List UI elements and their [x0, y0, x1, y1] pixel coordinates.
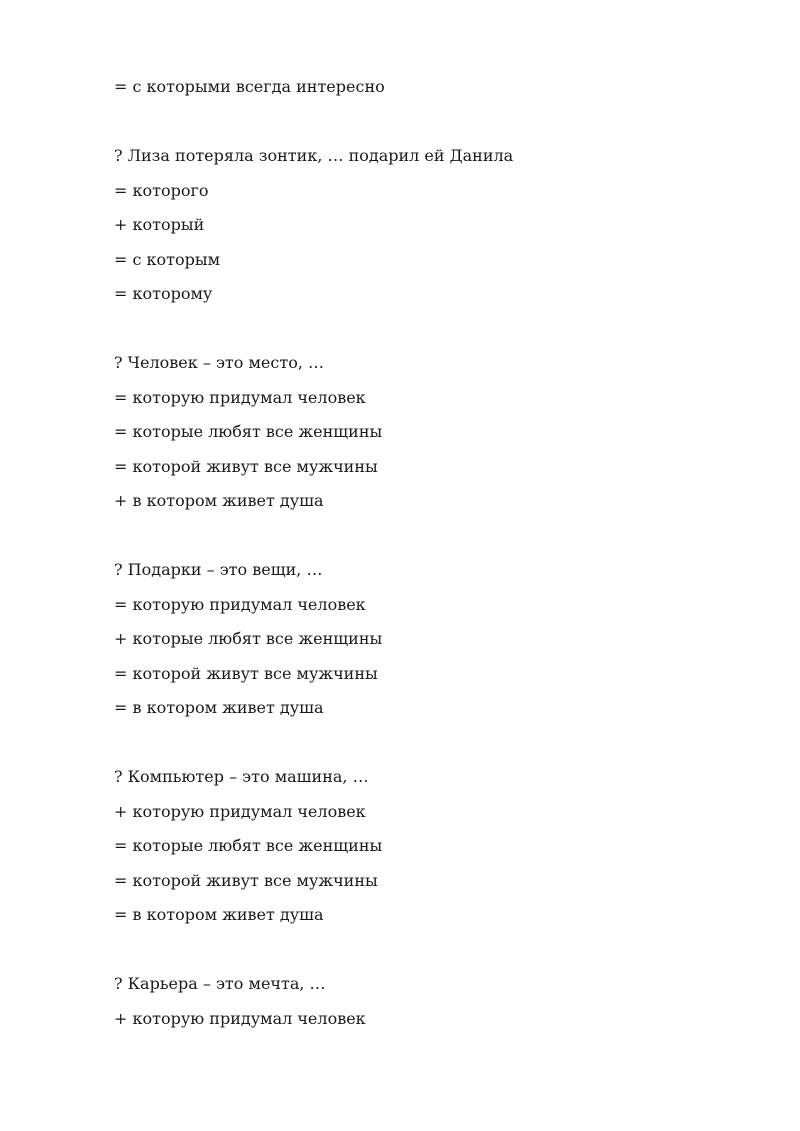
question: ? Компьютер – это машина, … [114, 767, 369, 786]
answer-option: = которые любят все женщины [114, 422, 383, 441]
answer-option: = которой живут все мужчины [114, 870, 378, 890]
spacer [114, 726, 734, 761]
answer-option: = которому [114, 284, 213, 303]
document-page [114, 70, 734, 1036]
answer-option: = которую придумал человек [114, 387, 366, 407]
answer-option: + который [114, 215, 205, 234]
answer-option: + которые любят все женщины [114, 629, 383, 648]
answer-option: = которой живут все мужчины [114, 663, 378, 683]
answer-option: = в котором живет душа [114, 698, 324, 717]
answer-option: = которые любят все женщины [114, 836, 383, 855]
answer-option: = которую придумал человек [114, 594, 366, 614]
question: ? Человек – это место, … [114, 353, 325, 372]
answer-option: + в котором живет душа [114, 491, 324, 510]
answer-option: = в котором живет душа [114, 905, 324, 924]
spacer [114, 933, 734, 968]
answer-option: = с которыми всегда интересно [114, 77, 385, 96]
answer-option: + которую придумал человек [114, 1008, 366, 1028]
answer-option: = которой живут все мужчины [114, 456, 378, 476]
question: ? Подарки – это вещи, … [114, 560, 323, 579]
answer-option: + которую придумал человек [114, 801, 366, 821]
spacer [114, 312, 734, 347]
question: ? Лиза потеряла зонтик, … подарил ей Данила [114, 146, 514, 165]
answer-option: = с которым [114, 249, 221, 269]
spacer [114, 105, 734, 140]
question: ? Карьера – это мечта, … [114, 974, 326, 993]
answer-option: = которого [114, 180, 209, 200]
spacer [114, 519, 734, 554]
